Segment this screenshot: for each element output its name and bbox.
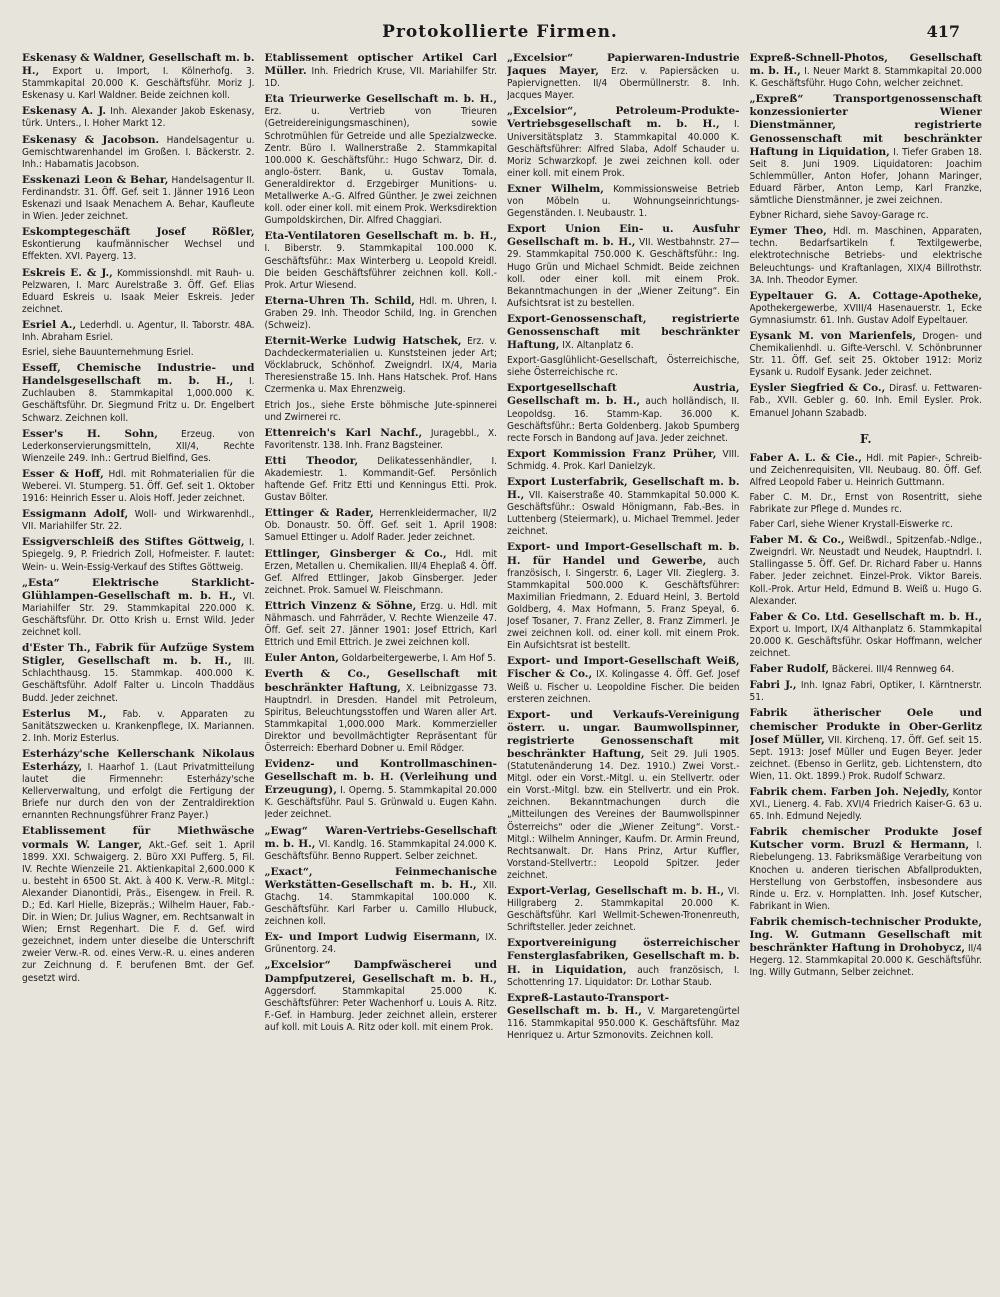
directory-entry — [750, 382, 983, 419]
directory-entry — [750, 452, 983, 489]
firm-name: Faber & Co. Ltd. Gesellschaft m. b. H., — [749, 610, 982, 623]
firm-name: „Excelsior“ Dampfwäscherei und Dampfputzerei, Gesellschaft m. b. H., — [264, 959, 497, 985]
entry-text: Kommissionsweise Betrieb von Möbeln u. Wohnungseinrichtungs-Gegenständen. I. Neubaustr. 1. — [507, 183, 740, 220]
directory-entry — [22, 134, 255, 171]
directory-entry — [507, 655, 740, 705]
firm-name: Export Union Ein- u. Ausfuhr Gesellschaft m. b. H., — [507, 223, 740, 249]
firm-name: Evidenz- und Kontrollmaschinen-Gesellschaft m. b. H. (Verleihung und Erzeugung), — [264, 758, 497, 797]
page-header — [0, 22, 1000, 52]
entry-text: I. Riebelungeng. 13. Fabriksmäßige Verarbeitung von Knochen u. anderen tierischen Abfallprodukten, Herstellung von Gerbstoffen, insbesondere aus Rinde u. Erz. v. Hornplatten. Inh. Josef Kutscher, Fabrikant in Wien. — [749, 840, 982, 912]
directory-entry — [750, 330, 983, 379]
firm-name: Ettlinger, Ginsberger & Co., — [264, 547, 447, 560]
firm-name: „Excelsior“, Petroleum-Produkte-Vertriebsgesellschaft m. b. H., — [507, 105, 740, 131]
firm-name: Export- und Verkaufs-Vereinigung österr. u. ungar. Baumwollspinner, registrierte Genossenschaft mit beschränkter Haftung, — [507, 708, 740, 760]
directory-entry — [22, 52, 255, 102]
directory-entry — [22, 347, 255, 359]
directory-entry — [750, 786, 983, 823]
page-title: Protokollierte Firmen. — [382, 22, 618, 42]
firm-name: Fabrik ätherischer Oele und chemischer Produkte in Ober-Gerlitz Josef Müller, — [749, 707, 982, 746]
entry-text: X. Leibnizgasse 73. Hauptndrl. in Dresden. Handel mit Petroleum, Spiritus, Beleuchtungsstoffen und Waren aller Art. Stammkapital 1,000.000 Mark. Kommerzieller Direktor und bevollmächtigter Repräsentant für Österreich: Eberhard Dobner u. Emil Rödger. — [264, 682, 497, 754]
entry-text: Hdl. mit Rohmaterialien für die Weberei. VI. Stumperg. 51. Öff. Gef. seit 1. Oktober 1916: Heinrich Esser u. Alois Hoff. Jeder zeichnet. — [22, 468, 255, 505]
directory-entry — [265, 758, 498, 821]
firm-name: Esser's H. Sohn, — [22, 427, 158, 440]
directory-entry — [750, 52, 983, 90]
firm-name: Export-Verlag, Gesellschaft m. b. H., — [507, 885, 725, 897]
entry-text: Faber C. M. Dr., Ernst von Rosentritt, siehe Fabrikate zur Pflege d. Mundes rc. — [749, 491, 982, 515]
entry-text: Herrenkleidermacher, II/2 Ob. Donaustr. 50. Öff. Gef. seit 1. April 1908: Samuel Ettinger u. Adolf Rader. Jeder zeichnet. — [264, 508, 497, 544]
entry-text: Hdl. mit Erzen, Metallen u. Chemikalien. III/4 Eheplaß 4. Öff. Gef. Alfred Ettlinger, Jakob Ginsberger. Jeder zeichnet. Prok. Samuel W. Fleischmann. — [264, 548, 497, 596]
firm-name: Eskreis E. & J., — [22, 266, 113, 279]
entry-text: Aggersdorf. Stammkapital 25.000 K. Geschäftsführer: Peter Wachenhorf u. Louis A. Ritz. F.-Gef. in Hamburg. Jeder zeichnet allein, ersterer auf koll. mit Louis A. Ritz oder koll. mit einem Prok. — [264, 985, 497, 1033]
entry-text: VII. Kirchenq. 17. Öff. Gef. seit 15. Sept. 1913: Josef Müller und Eugen Beyer. Jeder zeichnet. (Ebenso in Gerlitz, geb. Lichtenstern, dto Wien, 11. Okt. 1899.) Prok. Rudolf Schwarz. — [749, 734, 982, 782]
directory-entry — [507, 105, 740, 180]
directory-entry — [265, 335, 498, 396]
directory-entry — [265, 652, 498, 665]
directory-entry — [507, 183, 740, 220]
directory-entry — [507, 476, 740, 538]
directory-entry — [750, 679, 983, 704]
entry-text: Export u. Import, I. Kölnerhofg. 3. Stammkapital 20.000 K. Geschäftsführ. Moriz J. Eskenasy u. Karl Waldner. Beide zeichnen koll. — [22, 66, 255, 102]
entry-text: Goldarbeitergewerbe, I. Am Hof 5. — [341, 653, 496, 665]
firm-name: Ex- und Import Ludwig Eisermann, — [264, 931, 481, 944]
directory-entry — [507, 709, 740, 882]
directory-entry — [22, 174, 255, 223]
firm-name: Essigverschleiß des Stiftes Göttweig, — [22, 536, 245, 549]
directory-entry — [22, 748, 255, 823]
firm-name: Euler Anton, — [264, 652, 339, 665]
firm-name: Eskenasy A. J. — [22, 105, 107, 118]
page-number: 417 — [926, 22, 960, 41]
firm-name: „Exact“, Feinmechanische Werkstätten-Gesellschaft m. b. H., — [264, 865, 497, 891]
entry-text: I. Haarhof 1. (Laut Privatmitteilung lautet die Firmennehr: Esterházy'sche Kellerverwaltung, und erfolgt die Fertigung der Briefe nur durch den von der Zentraldirektion ernannten Rechnungsführer Franz Payer.) — [22, 761, 255, 822]
directory-entry — [265, 931, 498, 956]
entry-text: auch französisch, I. Schottenring 17. Liquidator: Dr. Lothar Staub. — [507, 964, 740, 988]
entry-text: Delikatessenhändler, I. Akademiestr. 1. Kommandit-Gef. Persönlich haftende Gef. Fritz Etti und Kenningus Etti. Prok. Gustav Bölter. — [264, 455, 497, 504]
firm-name: Eskomptegeschäft Josef Rößler, — [22, 226, 255, 239]
column-2 — [265, 52, 498, 1284]
firm-name: Eypeltauer G. A. Cottage-Apotheke, — [749, 289, 982, 302]
directory-entry — [265, 548, 498, 597]
directory-entry — [507, 992, 740, 1042]
firm-name: Expreß-Lastauto-Transport-Gesellschaft m. b. H., — [507, 991, 670, 1017]
entry-text: I. Universitätsplatz 3. Stammkapital 40.000 K. Geschäftsführer: Alfred Slaba, Adolf Schauder u. Moriz Schwarzkopf. Je zwei zeichnen koll. oder einer koll. mit einem Prok. — [507, 119, 740, 179]
entry-text: Juragebbl., X. Favoritenstr. 138. Inh. Franz Bagsteiner. — [264, 427, 497, 451]
firm-name: Etti Theodor, — [264, 454, 359, 467]
directory-entry — [265, 295, 498, 332]
entry-text: Inh. Friedrich Kruse, VII. Mariahilfer Str. 1D. — [264, 66, 497, 90]
directory-entry — [507, 541, 740, 652]
firm-name: Fabrik chemischer Produkte Josef Kutscher vorm. Bruzl & Hermann, — [749, 826, 982, 852]
firm-name: Faber Rudolf, — [749, 663, 830, 676]
firm-name: Eskenasy & Jacobson. — [22, 133, 160, 146]
entry-text: Bäckerei. III/4 Rennweg 64. — [831, 664, 955, 676]
directory-entry — [750, 93, 983, 207]
directory-entry — [265, 825, 498, 863]
directory-entry — [265, 230, 498, 291]
directory-entry — [750, 290, 983, 327]
entry-text: Drogen- und Chemikalienhdl. u. Gifte-Verschl. V. Schönbrunner Str. 11. Öff. Gef. seit 25. Oktober 1912: Moriz Eysank u. Rudolf Eysank. Jeder zeichnet. — [749, 330, 982, 379]
directory-entry — [750, 916, 983, 979]
directory-entry — [22, 428, 255, 465]
entry-text: V. Margaretengürtel 116. Stammkapital 950.000 K. Geschäftsführ. Maz Henriquez u. Artur Szmonovits. Zeichnen koll. — [507, 1005, 740, 1042]
firm-name: Faber A. L. & Cie., — [749, 451, 862, 464]
firm-name: Fabrik chemisch-technischer Produkte, Ing. W. Gutmann Gesellschaft mit beschränkter Haftung in Drohobycz, — [749, 915, 982, 955]
entry-text: VII. Westbahnstr. 27—29. Stammkapital 750.000 K. Geschäftsführ.: Ing. Hugo Grün und Michael Schmidt. Beide zeichnen koll. oder einer koll. mit einem Prok. Bekanntmachungen in der „Wiener Zeitung“. Ein Aufsichtsrat ist zu bestellen. — [507, 237, 740, 309]
directory-entry — [22, 825, 255, 984]
firm-name: Export-Genossenschaft, registrierte Genossenschaft mit beschränkter Haftung, — [507, 312, 740, 352]
entry-text: Erzg. u. Hdl. mit Nähmasch. und Fahrräder, V. Rechte Wienzeile 47. Öff. Gef. seit 27. Jänner 1901: Josef Ettrich, Karl Ettrich und Emil Ettrich. Je zwei zeichnen koll. — [264, 600, 497, 649]
firm-name: Essigmann Adolf, — [22, 508, 129, 521]
directory-entry — [265, 600, 498, 649]
firm-name: Esseff, Chemische Industrie- und Handelsgesellschaft m. b. H., — [22, 362, 255, 388]
directory-entry — [265, 427, 498, 452]
entry-text: XII. Gtachg. 14. Stammkapital 100.000 K. Geschäftsführ. Karl Farber u. Camillo Hlubuck, zeichnen koll. — [264, 879, 497, 928]
directory-entry — [22, 708, 255, 745]
firm-name: Exportvereinigung österreichischer Fensterglasfabriken, Gesellschaft m. b. H. in Liquidation, — [507, 937, 740, 976]
firm-name: Eterna-Uhren Th. Schild, — [264, 294, 415, 307]
firm-name: Esriel A., — [22, 318, 77, 331]
entry-text: Eskontierung kaufmännischer Wechsel und Effekten. XVI. Payerg. 13. — [22, 239, 255, 263]
firm-name: Exportgesellschaft Austria, Gesellschaft m. b. H., — [507, 382, 740, 408]
entry-text: auch holländisch, II. Leopoldsg. 16. Stamm-Kap. 36.000 K. Geschäftsführ.: Berta Goldenberg. Jakob Spumberg recte Forsch in Bandong auf Java. Jeder zeichnet. — [507, 396, 740, 444]
entry-text: VI. Mariahilfer Str. 29. Stammkapital 220.000 K. Geschäftsführ. Dr. Otto Krish u. Ernst Wild. Jeder zeichnet koll. — [22, 590, 255, 639]
directory-entry — [507, 223, 740, 310]
firm-name: Eskenasy & Waldner, Gesellschaft m. b. H., — [22, 52, 255, 78]
directory-entry — [265, 400, 498, 424]
directory-entry — [22, 105, 255, 130]
firm-name: d'Ester Th., Fabrik für Aufzüge System Stigler, Gesellschaft m. b. H., — [22, 642, 255, 668]
entry-text: Erz. u. Vertrieb von Trieuren (Getreidereinigungsmaschinen), sowie Schrotmühlen für Getreide und alle Spezialzwecke. Zentr. Büro I. Wallnerstraße 2. Stammkapital 100.000 K. Geschäftsführ.: Hugo Schwarz, Dir. d. anglo-österr. Bank, u. Gustav Tomala, Generaldirektor d. Erzgebirger Munitions- u. Metallwerke A.-G. Alfred Günther. Je zwei zeichnen koll. oder einer koll. mit einem Prok. Werksdirektion Gumpoldskirchen, Dir. Alfred Chaggiari. — [264, 106, 497, 227]
firm-name: Export- und Import-Gesellschaft Weiß, Fischer & Co., — [507, 655, 740, 681]
entry-text: Erz. v. Papiersäcken u. Papiervignetten. II/4 Obermüllnerstr. 8. Inh. Jacques Mayer. — [507, 66, 740, 102]
directory-entry — [265, 668, 498, 755]
entry-text: Etrich Jos., siehe Erste böhmische Jute-spinnerei und Zwirnerei rc. — [264, 399, 497, 423]
entry-text: Eybner Richard, siehe Savoy-Garage rc. — [749, 210, 929, 222]
column-4 — [750, 52, 983, 1284]
directory-entry — [22, 536, 255, 573]
firm-name: Ettinger & Rader, — [264, 507, 374, 520]
directory-entry — [22, 362, 255, 424]
directory-entry — [22, 267, 255, 316]
directory-entry — [750, 519, 983, 531]
directory-entry — [750, 611, 983, 660]
entry-text: Export-Gasglühlicht-Gesellschaft, Österreichische, siehe Österreichische rc. — [507, 355, 740, 379]
entry-text: III. Schlachthausg. 15. Stammkap. 400.000 K. Geschäftsführ. Adolf Falter u. Lincoln Thaddäus Budd. Jeder zeichnet. — [22, 656, 255, 704]
entry-text: VI. Hillgraberg 2. Stammkapital 20.000 K. Geschäftsführ. Karl Wellmit-Schewen-Tronenreuth, Schriftsteller. Jeder zeichnet. — [507, 886, 740, 934]
column-3 — [507, 52, 740, 1284]
directory-entry — [22, 226, 255, 263]
directory-entry — [265, 507, 498, 544]
firm-name: Eymer Theo, — [749, 225, 827, 238]
directory-entry — [22, 508, 255, 533]
entry-text: VI. Kandlg. 16. Stammkapital 24.000 K. Geschäftsführ. Benno Ruppert. Selber zeichnet. — [264, 838, 497, 862]
entry-text: IX. Grünentorg. 24. — [264, 932, 497, 956]
entry-text: Handelsagentur u. Gemischtwarenhandel im Großen. I. Bäckerstr. 2. Inh.: Habamatis Jacobson. — [22, 134, 255, 170]
entry-text: Faber Carl, siehe Wiener Krystall-Eiswerke rc. — [749, 519, 953, 531]
firm-name: „Excelsior“ Papierwaren-Industrie Jaques Mayer, — [507, 52, 740, 78]
entry-text: Hdl. m. Maschinen, Apparaten, techn. Bedarfsartikeln f. Textilgewerbe, elektrotechnische Betriebs- und elektrische Beleuchtungs- und Kraftanlagen, XIX/4 Billrothstr. 3A. Inh. Theodor Eymer. — [749, 226, 982, 286]
directory-entry — [507, 382, 740, 444]
section-letter: F. — [860, 431, 872, 446]
entry-text: VII. Kaiserstraße 40. Stammkapital 50.000 K. Geschäftsführ.: Oswald Hönigmann, Fab.-Bes. in Luttenberg (Steiermark), u. Michael Tremmel. Jeder zeichnet. — [507, 490, 740, 538]
directory-entry — [750, 492, 983, 516]
directory-entry — [507, 355, 740, 379]
entry-text: Kontor XVI., Lienerg. 4. Fab. XVI/4 Friedrich Kaiser-G. 63 u. 65. Inh. Edmund Nejedly. — [749, 786, 982, 823]
entry-text: Apothekergewerbe, XVIII/4 Hasenauerstr. 1, Ecke Gymnasiumstr. 61. Inh. Gustav Adolf Eypeltauer. — [749, 302, 982, 326]
column-1 — [22, 52, 255, 1284]
firm-name: Fabrik chem. Farben Joh. Nejedly, — [749, 785, 950, 798]
firm-name: „Esta“ Elektrische Starklicht-Glühlampen-Gesellschaft m. b. H., — [22, 576, 255, 602]
firm-name: Export Lusterfabrik, Gesellschaft m. b. H., — [507, 476, 740, 502]
firm-name: Esterházy'sche Kellerschank Nikolaus Esterházy, — [22, 747, 255, 773]
entry-text: Handelsagentur II. Ferdinandstr. 31. Öff. Gef. seit 1. Jänner 1916 Leon Eskenazi und Isaak Menachem A. Behar, Kaufleute in Wien. Jeder zeichnet. — [22, 174, 255, 223]
entry-text: IX. Kolingasse 4. Öff. Gef. Josef Weiß u. Fischer u. Leopoldine Fischer. Die beiden ersteren zeichnen. — [507, 669, 740, 705]
directory-entry — [750, 225, 983, 286]
directory-entry — [265, 959, 498, 1034]
directory-entry — [507, 937, 740, 988]
directory-entry — [750, 663, 983, 676]
entry-text: VIII. Schmidg. 4. Prok. Karl Danielzyk. — [507, 448, 740, 472]
firm-name: „Ewag“ Waren-Vertriebs-Gesellschaft m. b. H., — [264, 824, 497, 850]
entry-text: Inh. Ignaz Fabri, Optiker, I. Kärntnerstr. 51. — [749, 680, 982, 704]
directory-columns — [22, 52, 982, 1284]
entry-text: I. Tiefer Graben 18. Seit 8. Juni 1909. Liquidatoren: Joachim Schlemmüller, Anton Hofer, Johann Maringer, Eduard Färber, Anton Lemp, Karl Franzke, sämtliche Dienstmänner, je zwei zeichnen. — [749, 146, 982, 207]
directory-entry — [750, 826, 983, 913]
directory-entry — [22, 319, 255, 344]
firm-name: Fabri J., — [749, 679, 797, 692]
entry-text: IX. Altanplatz 6. — [562, 340, 634, 352]
entry-text: Dirasf. u. Fettwaren-Fab., XVII. Gebler g. 60. Inh. Emil Eysler. Prok. Emanuel Johann Szabadb. — [749, 383, 982, 419]
firm-name: Eysler Siegfried & Co., — [749, 382, 886, 395]
directory-entry — [750, 210, 983, 222]
firm-name: Esser & Hoff, — [22, 467, 104, 480]
firm-name: Export Kommission Franz Prüher, — [507, 447, 717, 460]
directory-entry — [750, 707, 983, 783]
directory-entry — [750, 534, 983, 608]
firm-name: Esskenazi Leon & Behar, — [22, 173, 169, 186]
directory-entry — [265, 52, 498, 90]
entry-text: Esriel, siehe Bauunternehmung Esriel. — [22, 347, 194, 359]
entry-text: Woll- und Wirkwarenhdl., VII. Mariahilfer Str. 22. — [22, 509, 255, 533]
entry-text: I. Spiegelg. 9, P. Friedrich Zoll, Hofmeister. F. lautet: Wein- u. Wein-Essig-Verkauf des Stiftes Göttweig. — [22, 537, 255, 573]
entry-text: I. Zuchlauben 8. Stammkapital 1,000.000 K. Geschäftsführ. Dr. Siegmund Fritz u. Dr. Engelbert Schwarz. Zeichnen koll. — [22, 376, 255, 424]
entry-text: Lederhdl. u. Agentur, II. Taborstr. 48A. Inh. Abraham Esriel. — [22, 319, 255, 343]
firm-name: Eta-Ventilatoren Gesellschaft m. b. H., — [264, 230, 497, 243]
entry-text: auch französisch, I. Singerstr. 6, Lager VII. Zieglerg. 3. Stammkapital 500.000 K. Geschäftsführer: Maximilian Friedmann, 2. Eduard Heinl, 3. Bertold Goldberg, 4. Max Hofmann, 5. Franz Speyal, 6. Josef Tosaner, 7. Franz Zeller, 8. Franz Zimmerl. Je zwei zeichnen koll. od. einer koll. mit einem Prok. Ein Aufsichtsrat ist bestellt. — [507, 555, 740, 652]
firm-name: Etablissement für Miethwäsche vormals W. Langer, — [22, 825, 255, 851]
firm-name: Faber M. & Co., — [749, 534, 845, 547]
firm-name: „Expreß“ Transportgenossenschaft konzessionierter Wiener Dienstmänner, registrierte Genossenschaft mit beschränkter Haftung in Liquidation, — [749, 93, 982, 158]
entry-text: Hdl. mit Papier-, Schreib- und Zeichenrequisiten, VII. Neubaug. 80. Öff. Gef. Alfred Leopold Faber u. Heinrich Guttmann. — [749, 452, 982, 488]
entry-text: I. Biberstr. 9. Stammkapital 100.000 K. Geschäftsführ.: Max Winterberg u. Leopold Kreidl. Die beiden Geschäftsführer zeichnen koll. Koll.-Prok. Artur Wiesend. — [264, 243, 497, 291]
firm-name: Ettenreich's Karl Nachf., — [264, 426, 423, 439]
entry-text: Fab. v. Apparaten zu Sanitätszwecken u. Krankenpflege, IX. Mariannen. 2. Inh. Moriz Esterlus. — [22, 708, 255, 744]
firm-name: Export- und Import-Gesellschaft m. b. H. für Handel und Gewerbe, — [507, 541, 740, 567]
firm-name: Ettrich Vinzenz & Söhne, — [264, 599, 417, 612]
firm-name: Everth & Co., Gesellschaft mit beschränkter Haftung, — [264, 668, 497, 694]
firm-name: Esterlus M., — [22, 707, 107, 720]
firm-name: Etablissement optischer Artikel Carl Müller. — [264, 52, 497, 78]
entry-text: Akt.-Gef. seit 1. April 1899. XXI. Schwaigerg. 2. Büro XXI Pufferg. 5, Fil. IV. Rechte Wienzeile 21. Aktienkapital 2,600.000 K u. besteht in 6500 St. Akt. à 400 K. Verw.-R. Mitgl.: Alexander Dianontidi, Präs., Eisengew. in Freil. R. D.; Ed. Karl Hielle, Bizepräs.; Wilhelm Hauer, Fab.-Dir. in Wien; Dr. Julius Wagner, em. Rechtsanwalt in Wien; Ernst Regenhart. Die F. d. Gef. wird gezeichnet, indem unter dieselbe die Unterschrift zweier Verw.-R. od. eines Verw.-R. u. eines anderen zur Zeichnung d. F. berufenen Bmt. der Gef. gesetzt wird. — [22, 839, 255, 984]
entry-text: II/4 Hegerg. 12. Stammkapital 20.000 K. Geschäftsführ. Ing. Willy Gutmann, Selber zeichnet. — [749, 943, 982, 979]
entry-text: I. Neuer Markt 8. Stammkapital 20.000 K. Geschäftsführ. Hugo Cohn, welcher zeichnet. — [749, 66, 982, 90]
directory-entry — [507, 313, 740, 352]
directory-entry — [22, 468, 255, 505]
entry-text: Erz. v. Dachdeckermaterialien u. Kunststeinen jeder Art; Vöcklabruck, Schönhof. Zweigndrl. IX/4, Maria Theresienstraße 15. Inh. Hans Hatschek. Prof. Hans Czermenka u. Max Ehrenzweig. — [264, 336, 497, 396]
entry-text: Hdl. m. Uhren, I. Graben 29. Inh. Theodor Schild, Ing. in Grenchen (Schweiz). — [264, 295, 497, 331]
entry-text: Weißwdl., Spitzenfab.-Ndlge., Zweigndrl. Wr. Neustadt und Neudek, Hauptndrl. I. Stallingasse 5. Öff. Gef. Dr. Richard Faber u. Hanns Faber. Jeder zeichnet. Einzel-Prok. Viktor Bareis. Koll.-Prok. Artur Held, Edmund B. Weiß u. Hugo G. Alexander. — [749, 535, 982, 607]
firm-name: Eysank M. von Marienfels, — [749, 329, 916, 342]
entry-text: Kommissionshdl. mit Rauh- u. Pelzwaren, I. Marc Aurelstraße 3. Öff. Gef. Elias Eduard Eskreis u. Isaak Meier Eskreis. Jeder zeichnet. — [22, 267, 255, 315]
directory-entry — [507, 52, 740, 102]
directory-entry — [265, 455, 498, 504]
firm-name: Eta Trieurwerke Gesellschaft m. b. H., — [264, 93, 497, 106]
entry-text: Seit 29. Juli 1905. (Statutenänderung 14. Dez. 1910.) Zwei Vorst.-Mitgl. oder ein Vorst.-Mitgl. u. ein Stellvertr. oder ein Vorst.-Mitgl. bzw. ein Stellvertr. und ein Prok. zeichnen. Bekanntmachungen durch die „Mitteilungen des Vereines der Baumwollspinner Österreichs“ oder die „Wiener Zeitung“. Vorst.-Mitgl.: Wilhelm Anninger, Kaufm. Dr. Armin Freund, Rechtsanwalt. Dr. Hans Prinz, Artur Kuffler, Vorstand-Stellvertr.: Leopold Spitzer. Jeder zeichnet. — [507, 748, 740, 881]
entry-text: Export u. Import, IX/4 Althanplatz 6. Stammkapital 20.000 K. Geschäftsführ. Oskar Hoffmann, welcher zeichnet. — [749, 623, 982, 660]
directory-entry — [507, 448, 740, 473]
firm-name: Eternit-Werke Ludwig Hatschek, — [264, 335, 462, 348]
firm-name: Exner Wilhelm, — [507, 182, 604, 195]
entry-text: Inh. Alexander Jakob Eskenasy, türk. Unters., I. Hoher Markt 12. — [22, 106, 255, 130]
entry-text: I. Operng. 5. Stammkapital 20.000 K. Geschäftsführ. Paul S. Grünwald u. Eugen Kahn. Jeder zeichnet. — [264, 785, 497, 821]
directory-entry — [22, 577, 255, 639]
firm-name: Expreß-Schnell-Photos, Gesellschaft m. b. H., — [749, 52, 982, 78]
directory-entry — [265, 866, 498, 928]
directory-entry — [507, 885, 740, 934]
directory-entry — [265, 93, 498, 227]
entry-text: Erzeug. von Lederkonservierungsmitteln, XII/4, Rechte Wienzeile 249. Inh.: Gertrud Bielfind, Ges. — [22, 428, 255, 464]
directory-entry — [22, 642, 255, 704]
